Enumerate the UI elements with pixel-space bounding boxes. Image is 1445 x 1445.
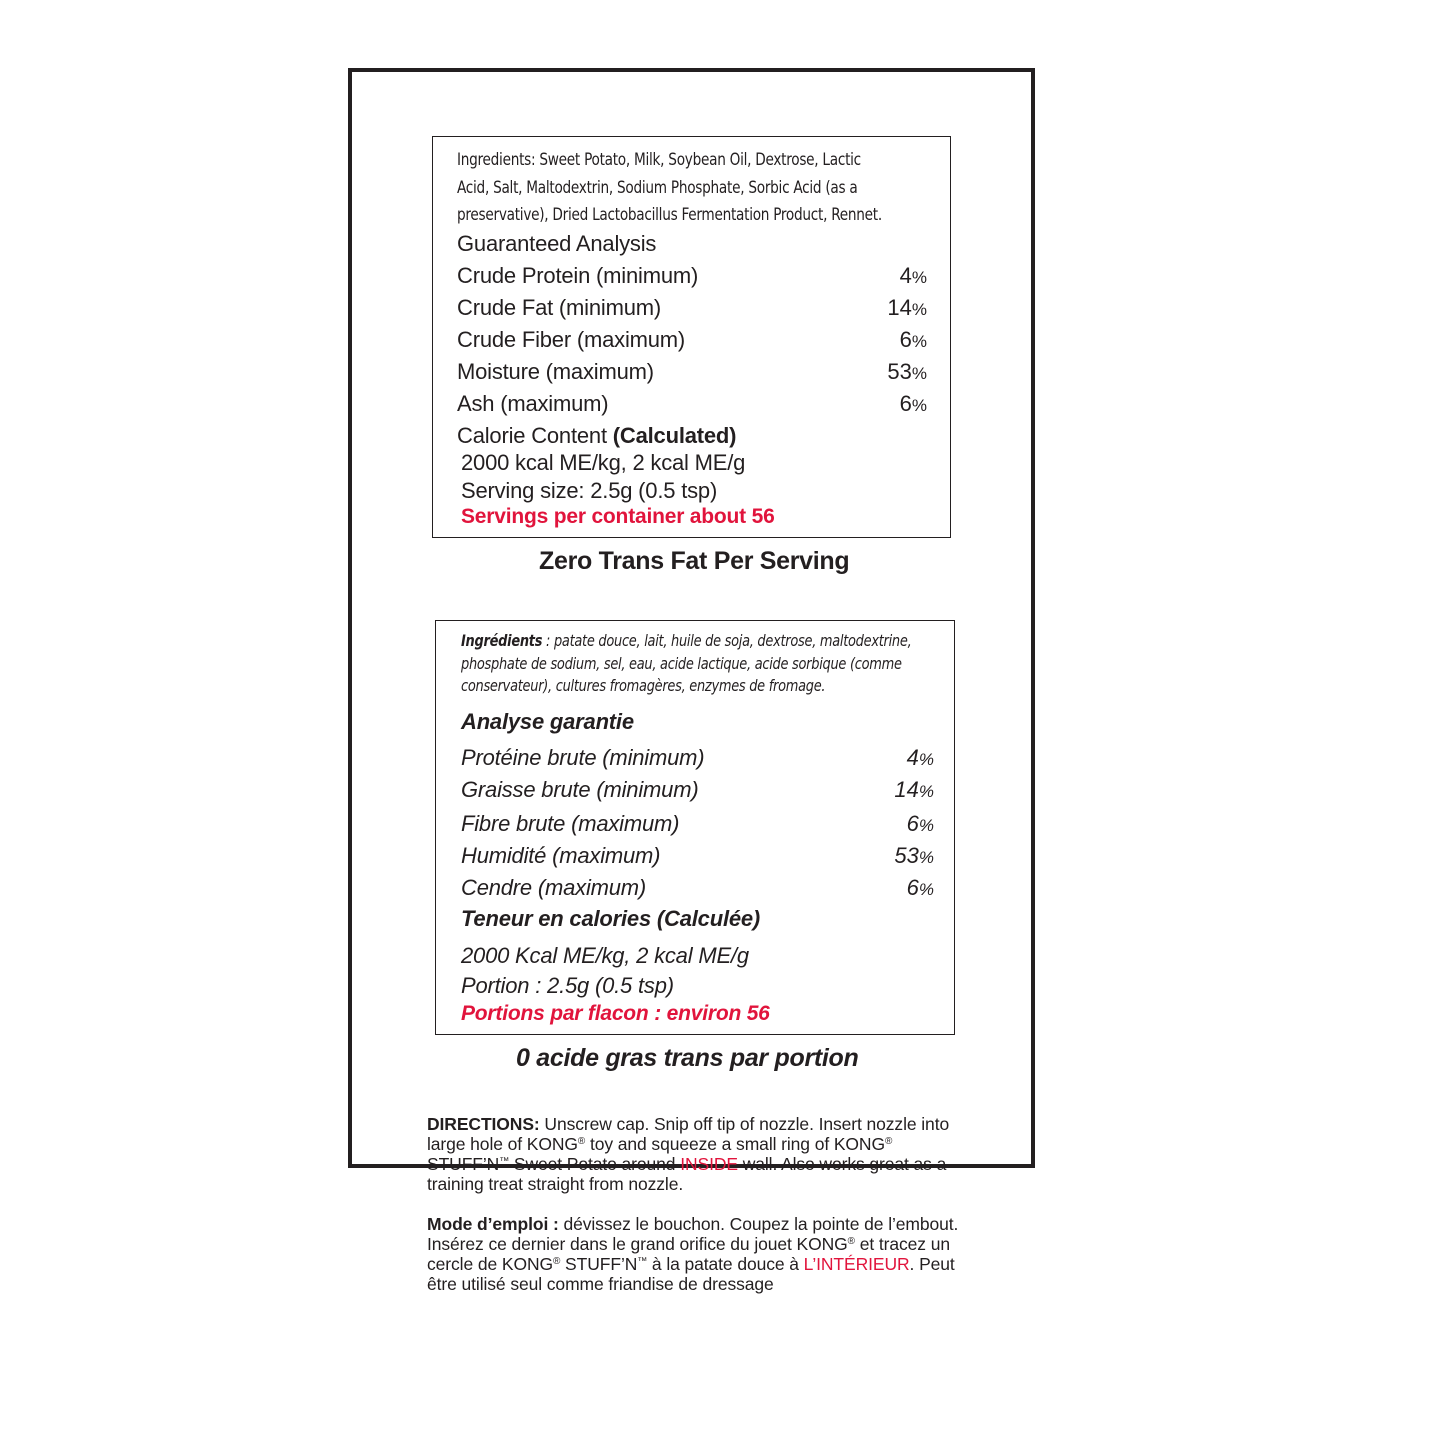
analysis-label-ash: Ash (maximum): [457, 391, 609, 416]
analysis-label-fat-fr: Graisse brute (minimum): [461, 777, 699, 802]
ingredients-line: Ingredients: Sweet Potato, Milk, Soybean Oil, Dextrose, Lactic: [457, 150, 861, 169]
ingredients-line: preservative), Dried Lactobacillus Fermentation Product, Rennet.: [457, 205, 882, 224]
analysis-value-fat-fr: 14%: [894, 777, 934, 802]
calorie-value-fr: 2000 Kcal ME/kg, 2 kcal ME/g: [461, 943, 749, 968]
analysis-label-ash-fr: Cendre (maximum): [461, 875, 647, 900]
ingredients-line: phosphate de sodium, sel, eau, acide lactique, acide sorbique (comme: [461, 653, 902, 673]
analysis-value-fat: 14%: [887, 295, 927, 320]
analysis-value-protein: 4%: [899, 263, 927, 288]
ingredients-line: Acid, Salt, Maltodextrin, Sodium Phosphate, Sorbic Acid (as a: [457, 177, 858, 197]
directions-text: DIRECTIONS: Unscrew cap. Snip off tip of nozzle. Insert nozzle into large hole of KONG® toy and squeeze a small ring of KONG® STUFF’N™ Sweet Potato around INSIDE wall. Also works great as a training treat straight from nozzle.: [427, 1114, 950, 1194]
calorie-content-label: Calorie Content (Calculated): [457, 423, 737, 448]
serving-size-fr: Portion : 2.5g (0.5 tsp): [461, 973, 674, 998]
analysis-value-protein-fr: 4%: [906, 745, 934, 770]
ingredients-line: conservateur), cultures fromagères, enzymes de fromage.: [461, 676, 826, 695]
english-ingredients: [457, 146, 935, 229]
analysis-label-fiber: Crude Fiber (maximum): [457, 327, 686, 352]
trans-fat-statement-fr: 0 acide gras trans par portion: [516, 1044, 859, 1072]
analysis-value-moisture-fr: 53%: [894, 843, 934, 868]
analysis-label-moisture-fr: Humidité (maximum): [461, 843, 661, 868]
analysis-value-ash: 6%: [899, 391, 927, 416]
interieur-highlight: L’INTÉRIEUR: [803, 1254, 910, 1274]
analysis-value-fiber-fr: 6%: [906, 811, 934, 836]
analysis-value-moisture: 53%: [887, 359, 927, 384]
mode-emploi-label: Mode d’emploi :: [427, 1214, 559, 1234]
ingredients-line: : patate douce, lait, huile de soja, dextrose, maltodextrine,: [542, 631, 912, 650]
trans-fat-statement: Zero Trans Fat Per Serving: [539, 547, 850, 575]
servings-per-container-fr: Portions par flacon : environ 56: [461, 1002, 770, 1025]
analysis-value-fiber: 6%: [899, 327, 927, 352]
directions-label: DIRECTIONS:: [427, 1114, 540, 1134]
calorie-content-label-fr: Teneur en calories (Calculée): [461, 906, 761, 931]
analysis-value-ash-fr: 6%: [906, 875, 934, 900]
analysis-label-moisture: Moisture (maximum): [457, 359, 654, 384]
analysis-label-protein: Crude Protein (minimum): [457, 263, 699, 288]
analysis-label-fat: Crude Fat (minimum): [457, 295, 662, 320]
calorie-value: 2000 kcal ME/kg, 2 kcal ME/g: [461, 450, 746, 475]
mode-emploi-text: Mode d’emploi : dévissez le bouchon. Coupez la pointe de l’embout. Insérez ce dernier dans le grand orifice du jouet KONG® et tracez un cercle de KONG® STUFF’N™ à la patate douce à L’INTÉRIEUR. Peut être utilisé seul comme friandise de dressage: [427, 1214, 959, 1294]
french-analysis-title: Analyse garantie: [461, 709, 634, 734]
inside-highlight: INSIDE: [680, 1154, 738, 1174]
english-analysis-title: Guaranteed Analysis: [457, 231, 657, 256]
servings-per-container: Servings per container about 56: [461, 505, 775, 528]
analysis-label-protein-fr: Protéine brute (minimum): [461, 745, 705, 770]
ingredients-label: Ingrédients: [461, 631, 543, 650]
analysis-label-fiber-fr: Fibre brute (maximum): [461, 811, 680, 836]
french-ingredients: [461, 630, 929, 698]
serving-size: Serving size: 2.5g (0.5 tsp): [461, 478, 718, 503]
